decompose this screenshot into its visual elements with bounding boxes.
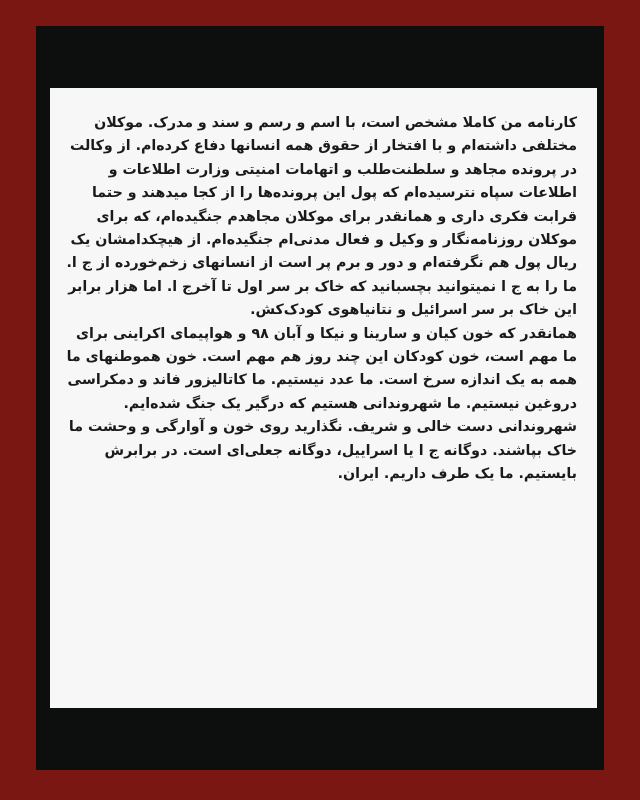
paragraph-1: کارنامه من کاملا مشخص است، با اسم و رسم و سند و مدرک. موکلان مختلفی داشته‌ام و با افتخار از حقوق همه انسانها دفاع کرده‌ام. از وکالت در پرونده مجاهد و سلطنت‌طلب و اتهامات امنیتی وزارت اطلاعات و اطلاعات سپاه نترسیده‌ام که پول این پرونده‌ها را از کجا میدهند و حتما قرابت فکری داری و همانقدر برای موکلان مجاهدم جنگیده‌ام، که برای موکلان روزنامه‌نگار و وکیل و فعال مدنی‌ام جنگیده‌ام. از هیچکدامشان یک ریال پول هم نگرفته‌ام و دور و برم پر است از انسانهای زخم‌خورده از ج ا. ما را به ج ا نمیتوانید بچسبانید که خاک بر سر اول تا آخرج ا. اما هزار برابر این خاک بر سر اسرائیل و نتانیاهوی کودک‌کش. — [66, 115, 577, 319]
text-card — [50, 88, 597, 708]
statement-text — [64, 112, 577, 487]
paragraph-2: همانقدر که خون کیان و سارینا و نیکا و آبان ۹۸ و هواپیمای اکراینی برای ما مهم است، خون کودکان این چند روز هم مهم است. خون هموطنهای ما همه به یک اندازه سرخ است. ما عدد نیستیم. ما کاتالیزور فاند و دمکراسی دروغین نیستیم. ما شهروندانی هستیم که درگیر یک جنگ شده‌ایم. شهروندانی دست خالی و شریف. نگذارید روی خون و آوارگی و وحشت ما خاک بپاشند. دوگانه ج ا یا اسراییل، دوگانه جعلی‌ای است. در برابرش بایستیم. ما یک طرف داریم. ایران. — [66, 325, 577, 483]
